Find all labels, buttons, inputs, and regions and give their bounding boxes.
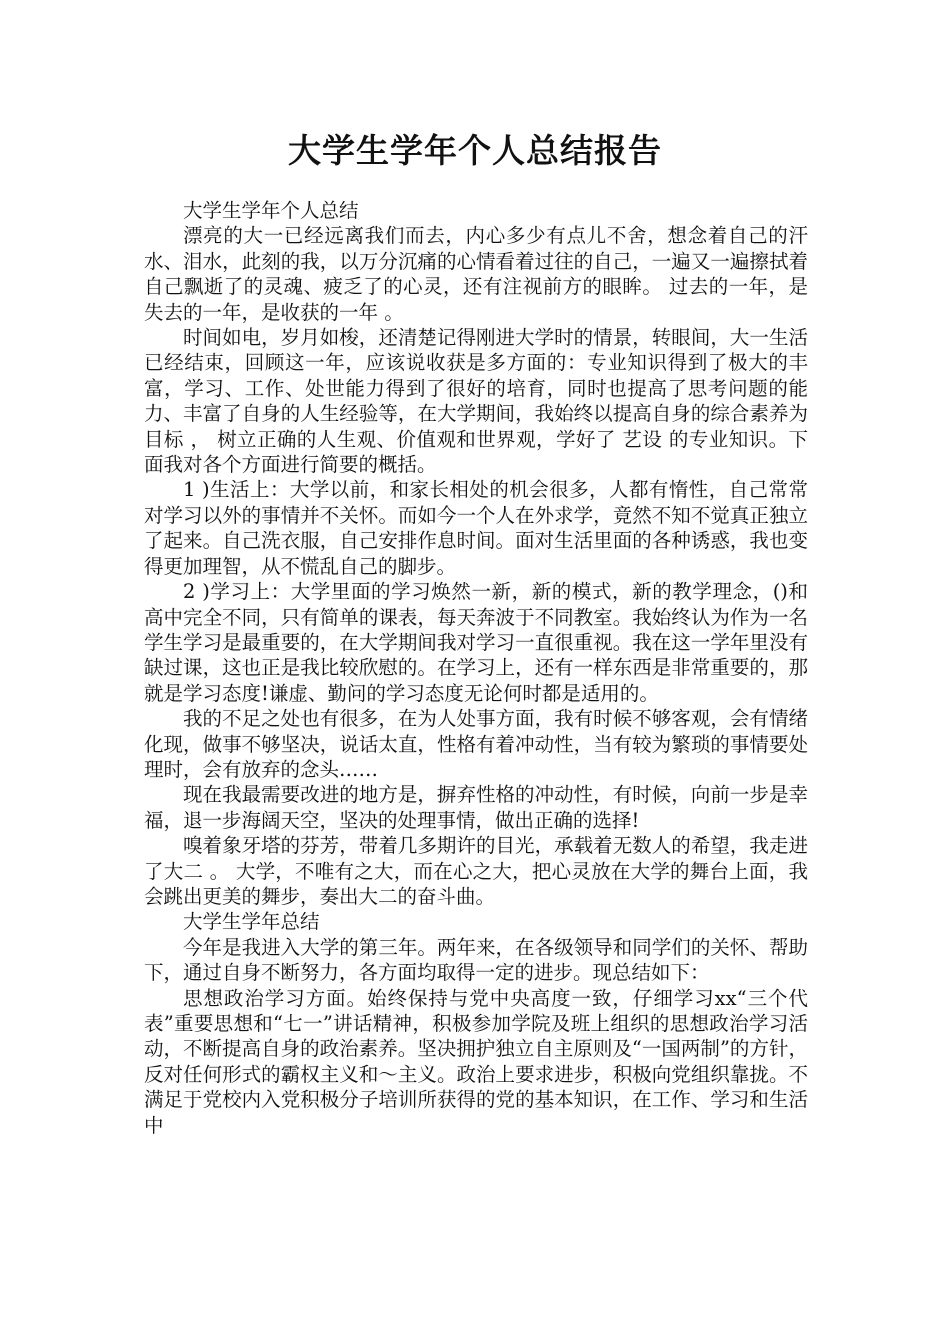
paragraph-subtitle-personal-summary: 大学生学年个人总结 bbox=[183, 199, 359, 222]
paragraph-review: 时间如电，岁月如梭，还清楚记得刚进大学时的情景，转眼间，大一生活已经结束，回顾这一年，应该说收获是多方面的：专业知识得到了极大的丰富，学习、工作、处世能力得到了很好的培育，同时也提高了思考问题的能力、丰富了自身的人生经验等，在大学期间，我始终以提高自身的综合素养为目标 ， 树立正确的人生观、价值观和世界观，学好了 艺设 的专业知识。下面我对各个方面进行简要的概括。 bbox=[144, 326, 808, 477]
document-body bbox=[144, 198, 808, 1138]
paragraph-life: 1 )生活上：大学以前，和家长相处的机会很多，人都有惰性，自己常常对学习以外的事情并不关怀。而如今一个人在外求学，竟然不知不觉真正独立了起来。自己洗衣服，自己安排作息时间。面对生活里面的各种诱惑，我也变得更加理智，从不慌乱自己的脚步。 bbox=[144, 478, 808, 578]
document-title: 大学生学年个人总结报告 bbox=[288, 131, 662, 170]
paragraph-study: 2 )学习上：大学里面的学习焕然一新，新的模式，新的教学理念，()和高中完全不同，只有简单的课表，每天奔波于不同教室。我始终认为作为一名学生学习是最重要的，在大学期间我对学习一直很重视。我在这一学年里没有缺过课，这也正是我比较欣慰的。在学习上，还有一样东西是非常重要的，那就是学习态度!谦虚、勤问的学习态度无论何时都是适用的。 bbox=[144, 580, 808, 705]
paragraph-outlook: 嗅着象牙塔的芬芳，带着几多期许的目光，承载着无数人的希望，我走进了大二 。 大学，不唯有之大，而在心之大，把心灵放在大学的舞台上面，我会跳出更美的舞步，奏出大二的奋斗曲。 bbox=[144, 834, 808, 908]
paragraph-improvement: 现在我最需要改进的地方是，摒弃性格的冲动性，有时候，向前一步是幸福，退一步海阔天空，坚决的处理事情，做出正确的选择! bbox=[144, 783, 808, 832]
paragraph-shortcomings: 我的不足之处也有很多，在为人处事方面，我有时候不够客观，会有情绪化现，做事不够坚决，说话太直，性格有着冲动性，当有较为繁琐的事情要处理时，会有放弃的念头…… bbox=[144, 707, 808, 781]
paragraph-subtitle-year-summary: 大学生学年总结 bbox=[183, 910, 320, 934]
paragraph-political-study: 思想政治学习方面。始终保持与党中央高度一致，仔细学习xx“三个代表”重要思想和“七一”讲话精神，积极参加学院及班上组织的思想政治学习活动，不断提高自身的政治素养。坚决拥护独立自主原则及“一国两制”的方针，反对任何形式的霸权主义和～主义。政治上要求进步，积极向党组织靠拢。不满足于党校内入党积极分子培训所获得的党的基本知识，在工作、学习和生活中 bbox=[144, 986, 808, 1137]
paragraph-third-year: 今年是我进入大学的第三年。两年来，在各级领导和同学们的关怀、帮助下，通过自身不断努力，各方面均取得一定的进步。现总结如下： bbox=[144, 935, 808, 985]
paragraph-intro: 漂亮的大一已经远离我们而去，内心多少有点儿不舍，想念着自己的汗水、泪水，此刻的我，以万分沉痛的心情看着过往的自己，一遍又一遍擦拭着自己飘逝了的灵魂、疲乏了的心灵，还有注视前方的眼眸。 过去的一年，是失去的一年，是收获的一年 。 bbox=[144, 224, 808, 324]
